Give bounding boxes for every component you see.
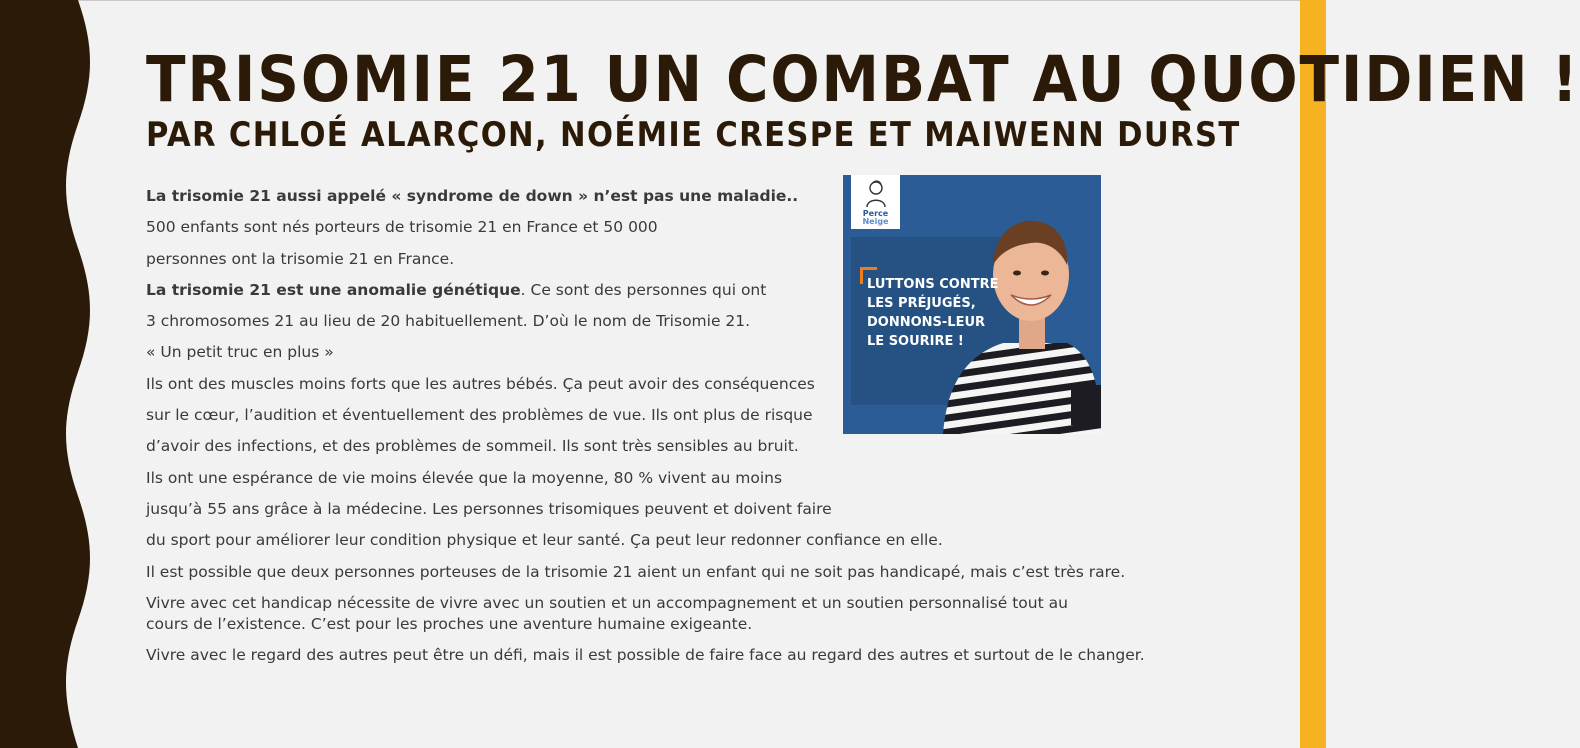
paragraph: Vivre avec cet handicap nécessite de vivre avec un soutien et un accompagnement et un soutien personnalisé tout au cours de l’existence. C’est pour les proches une aventure humaine exigeante.: [146, 593, 1068, 633]
paragraph: sur le cœur, l’audition et éventuellement des problèmes de vue. Ils ont plus de risque: [146, 406, 813, 425]
paragraph: « Un petit truc en plus »: [146, 343, 334, 362]
paragraph: personnes ont la trisomie 21 en France.: [146, 249, 455, 268]
paragraph: 3 chromosomes 21 au lieu de 20 habituellement. D’où le nom de Trisomie 21.: [146, 312, 751, 331]
slide-top-border: [0, 0, 1326, 1]
slide-title: TRISOMIE 21 UN COMBAT AU QUOTIDIEN !: [146, 43, 1580, 116]
paragraph: La trisomie 21 aussi appelé « syndrome de down » n’est pas une maladie..: [146, 187, 799, 205]
poster-slogan: LUTTONS CONTRE LES PRÉJUGÉS, DONNONS-LEUR LE SOURIRE !: [867, 277, 999, 349]
paragraph: Ils ont des muscles moins forts que les autres bébés. Ça peut avoir des conséquences: [146, 374, 815, 393]
slide-subtitle: PAR CHLOÉ ALARÇON, NOÉMIE CRESPE ET MAIWENN DURST: [146, 115, 1241, 155]
paragraph: Ils ont une espérance de vie moins élevée que la moyenne, 80 % vivent au moins: [146, 468, 783, 487]
paragraph: du sport pour améliorer leur condition physique et leur santé. Ça peut leur redonner confiance en elle.: [146, 531, 943, 550]
paragraph: 500 enfants sont nés porteurs de trisomie 21 en France et 50 000: [146, 218, 658, 237]
paragraph: Il est possible que deux personnes porteuses de la trisomie 21 aient un enfant qui ne soit pas handicapé, mais c’est très rare.: [146, 562, 1126, 581]
paragraph: jusqu’à 55 ans grâce à la médecine. Les personnes trisomiques peuvent et doivent faire: [146, 499, 832, 518]
paragraph: La trisomie 21 est une anomalie génétique. Ce sont des personnes qui ont: [146, 280, 767, 299]
wavy-sidebar-decoration: [0, 0, 100, 748]
perce-neige-logo-icon: Perce Neige: [851, 175, 900, 229]
paragraph: Vivre avec le regard des autres peut être un défi, mais il est possible de faire face au regard des autres et surtout de le changer.: [146, 645, 1145, 664]
awareness-poster-image: [843, 175, 1101, 434]
paragraph: d’avoir des infections, et des problèmes de sommeil. Ils sont très sensibles au bruit.: [146, 437, 799, 456]
